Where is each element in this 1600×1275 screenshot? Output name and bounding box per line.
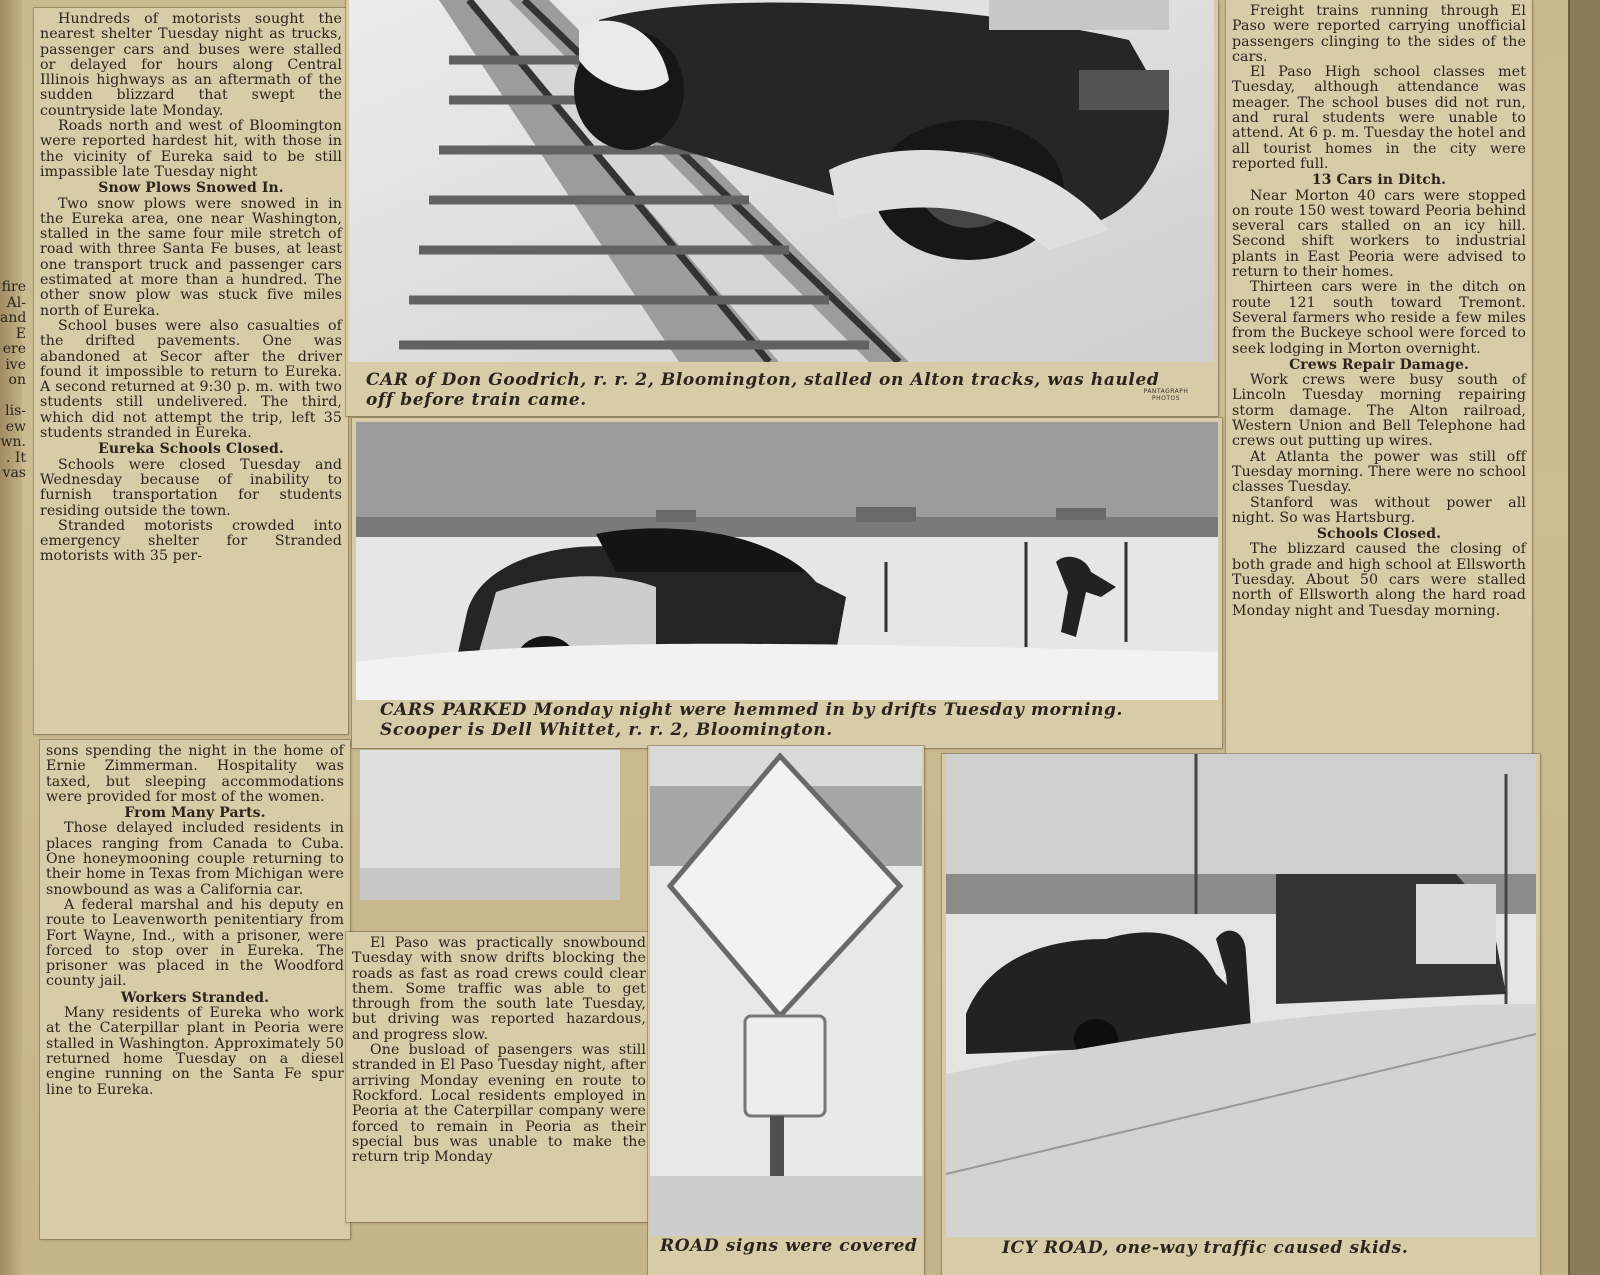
photo-icy-road <box>946 754 1536 1237</box>
fragment-line: and <box>0 310 26 326</box>
fragment-line: ere <box>2 341 26 357</box>
paragraph: The blizzard caused the closing of both grade and high school at Ellsworth Tuesday. About 50 cars were stalled north of Ellsworth along the hard road Monday night and Tuesday morning. <box>1232 541 1526 619</box>
paragraph: A federal marshal and his deputy en route to Leavenworth penitentiary from Fort Wayne, Ind., with a prisoner, were forced to stop over in Eureka. The prisoner was placed in the Woodford county jail. <box>46 896 344 990</box>
photo-clipping-train <box>346 0 1218 416</box>
paragraph: Those delayed included residents in places ranging from Canada to Cuba. One honeymooning couple returning to their home in Texas from Michigan were snowbound as was a California car. <box>46 820 344 898</box>
fragment-line: fire <box>1 280 26 295</box>
fragment-line: vas <box>2 465 26 481</box>
paragraph: Hundreds of motorists sought the nearest shelter Tuesday night as trucks, passenger cars and buses were stalled or delayed for hours along Central Illinois highways as an aftermath of the sudden blizzard that swept the countryside late Monday. <box>40 11 342 119</box>
fragment-line: wn. <box>0 434 26 450</box>
paragraph: El Paso High school classes met Tuesday, although attendance was meager. The school buses did not run, and rural students were unable to attend. At 6 p. m. Tuesday the hotel and all tourist homes in the city were reported full. <box>1232 64 1526 172</box>
photo-road-sign <box>650 746 922 1236</box>
paragraph: Work crews were busy south of Lincoln Tuesday morning repairing storm damage. The Alton railroad, Western Union and Bell Telephone had crews out putting up wires. <box>1232 372 1526 450</box>
subheading: Eureka Schools Closed. <box>98 441 284 458</box>
fragment-line: on <box>8 372 26 388</box>
article-column-right <box>1226 0 1532 754</box>
subheading: Schools Closed. <box>1316 526 1442 543</box>
article-column-left-upper <box>34 8 348 734</box>
fragment-line: ive <box>5 356 26 373</box>
paragraph: Stanford was without power all night. So was Hartsburg. <box>1232 494 1526 526</box>
paragraph: Roads north and west of Bloomington were reported hardest hit, with those in the vicinity of Eureka said to be still impassible late Tuesday night <box>40 118 342 180</box>
photo-clipping-parked <box>352 418 1222 748</box>
paragraph: One busload of pasengers was still stranded in El Paso Tuesday night, after arriving Monday evening en route to Rockford. Local residents employed in Peoria at the Caterpillar company were forced to remain in Peoria as their special bus was unable to make the return trip Monday <box>352 1042 646 1166</box>
fragment-line: ew <box>5 418 26 435</box>
paragraph: Many residents of Eureka who work at the Caterpillar plant in Peoria were stalled in Washington. Approximately 50 returned home Tuesday on a diesel engine running on the Santa Fe spur line to Eureka. <box>46 1005 344 1098</box>
adjacent-clipping-fragment <box>0 280 26 482</box>
paragraph: School buses were also casualties of the drifted pavements. One was abandoned at Secor after the driver found it impossible to return to Eureka. A second returned at 9:30 p. m. with two students still undelivered. The third, which did not attempt the trip, left 35 students stranded in Eureka. <box>40 317 342 442</box>
paragraph: Thirteen cars were in the ditch on route 121 south toward Tremont. Several farmers who reside a few miles from the Buckeye school were forced to seek lodging in Morton overnight. <box>1232 279 1526 357</box>
subheading: 13 Cars in Ditch. <box>1311 172 1447 189</box>
subheading: Crews Repair Damage. <box>1289 356 1469 373</box>
paragraph: Schools were closed Tuesday and Wednesday because of inability to furnish transportation for students residing outside the town. <box>40 456 342 519</box>
paragraph: At Atlanta the power was still off Tuesday morning. There were no school classes Tuesday. <box>1232 448 1526 496</box>
paragraph: Near Morton 40 cars were stopped on route 150 west toward Peoria behind several cars stalled on an icy hill. Second shift workers to industrial plants in East Peoria were advised to return to their homes. <box>1232 187 1526 281</box>
subheading: From Many Parts. <box>124 805 266 822</box>
fragment-line: lis- <box>5 403 26 419</box>
caption-cars-parked: CARS PARKED Monday night were hemmed in by drifts Tuesday morning. Scooper is Dell Whittet, r. r. 2, Bloomington. <box>380 700 1124 740</box>
caption-car-on-tracks: CAR of Don Goodrich, r. r. 2, Bloomington, stalled on Alton tracks, was hauled off before train came. <box>366 370 1160 410</box>
subheading: Snow Plows Snowed In. <box>98 180 284 197</box>
photo-clipping-road-sign <box>648 746 924 1275</box>
fragment-line: E <box>15 325 26 342</box>
paragraph: Freight trains running through El Paso were reported carrying unofficial passengers clinging to the sides of the cars. <box>1232 3 1526 65</box>
caption-icy-road: ICY ROAD, one-way traffic caused skids. <box>1002 1238 1409 1258</box>
photo-snow-field <box>360 750 620 900</box>
paragraph: Two snow plows were snowed in in the Eureka area, one near Washington, stalled in the same four mile stretch of road with three Santa Fe buses, at least one transport truck and passenger cars estimated at more than a hundred. The other snow plow was stuck five miles north of Eureka. <box>40 195 342 319</box>
caption-road-signs: ROAD signs were covered <box>660 1236 918 1256</box>
page-binding-edge <box>0 0 22 1275</box>
article-column-el-paso <box>346 932 652 1222</box>
fragment-line: Al- <box>6 294 26 311</box>
photo-credit: PANTAGRAPH PHOTOS <box>1143 388 1189 402</box>
fragment-line <box>0 389 26 405</box>
photo-cars-parked <box>356 422 1218 700</box>
fragment-line: . It <box>5 449 26 466</box>
paragraph: Stranded motorists crowded into emergency shelter for Stranded motorists with 35 per- <box>40 517 342 565</box>
photo-clipping-icy-road <box>942 754 1540 1275</box>
article-column-left-lower <box>40 740 350 1239</box>
paragraph: sons spending the night in the home of Ernie Zimmerman. Hospitality was taxed, but sleeping accommodations were provided for most of the women. <box>46 743 344 805</box>
subheading: Workers Stranded. <box>120 989 270 1006</box>
paragraph: El Paso was practically snowbound Tuesday with snow drifts blocking the roads as fast as road crews could clear them. Some traffic was able to get through from the south late Tuesday, but driving was reported hazardous, and progress slow. <box>352 935 646 1043</box>
photo-car-on-tracks <box>349 0 1214 362</box>
